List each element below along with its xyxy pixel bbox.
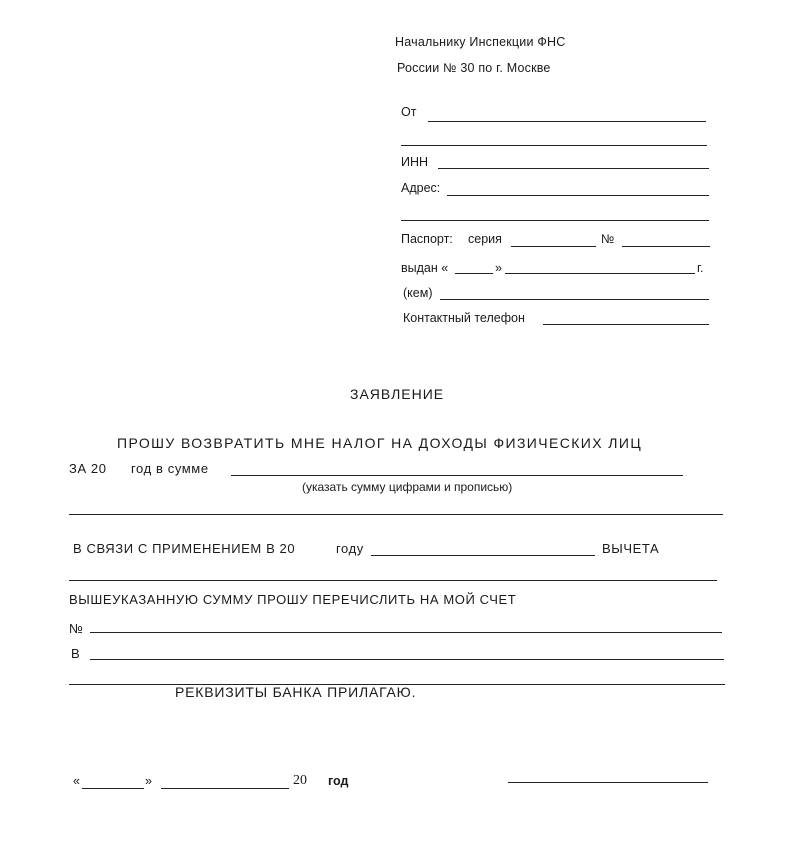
account-label: № [69, 621, 84, 636]
deduction-type-line[interactable] [371, 555, 595, 556]
issued-close-quote: » [495, 261, 502, 275]
from-field-line[interactable] [428, 121, 706, 122]
signature-line[interactable] [508, 782, 708, 783]
inn-label: ИНН [401, 155, 429, 169]
deduction-suffix: ВЫЧЕТА [602, 541, 660, 556]
phone-label: Контактный телефон [403, 311, 525, 325]
passport-series-line[interactable] [511, 246, 596, 247]
from-field-line-2[interactable] [401, 145, 707, 146]
address-label: Адрес: [401, 181, 441, 195]
date-year-label: год [328, 774, 349, 788]
addressee-line-2: России № 30 по г. Москве [397, 61, 551, 75]
document-title: ЗАЯВЛЕНИЕ [350, 386, 445, 402]
issued-by-label: (кем) [403, 286, 433, 300]
inn-field-line[interactable] [438, 168, 709, 169]
issued-year-suffix: г. [697, 261, 704, 275]
address-field-line-2[interactable] [401, 220, 709, 221]
for-year-prefix: ЗА 20 [69, 461, 107, 476]
date-day-line[interactable] [82, 788, 144, 789]
date-year-prefix: 20 [293, 773, 307, 788]
deduction-year-label: году [336, 541, 364, 556]
date-close-quote: » [145, 774, 152, 788]
passport-number-line[interactable] [622, 246, 710, 247]
amount-field-line-2[interactable] [69, 514, 723, 515]
issued-by-line[interactable] [440, 299, 709, 300]
request-line: ПРОШУ ВОЗВРАТИТЬ МНЕ НАЛОГ НА ДОХОДЫ ФИЗИЧЕСКИХ ЛИЦ [117, 435, 643, 451]
address-field-line[interactable] [447, 195, 709, 196]
phone-field-line[interactable] [543, 324, 709, 325]
deduction-field-line-2[interactable] [69, 580, 717, 581]
issued-label: выдан « [401, 261, 449, 275]
passport-number-label: № [601, 232, 615, 246]
bank-field-line[interactable] [90, 659, 724, 660]
for-year-suffix: год в сумме [131, 461, 209, 476]
issued-month-line[interactable] [505, 273, 695, 274]
addressee-line-1: Начальнику Инспекции ФНС [395, 35, 566, 49]
account-field-line[interactable] [90, 632, 722, 633]
from-label: От [401, 105, 417, 119]
transfer-line: ВЫШЕУКАЗАННУЮ СУММУ ПРОШУ ПЕРЕЧИСЛИТЬ НА МОЙ СЧЕТ [69, 592, 517, 607]
series-label: серия [468, 232, 502, 246]
date-month-line[interactable] [161, 788, 289, 789]
amount-field-line[interactable] [231, 475, 683, 476]
bank-label: В [71, 646, 81, 661]
deduction-prefix: В СВЯЗИ С ПРИМЕНЕНИЕМ В 20 [73, 541, 296, 556]
amount-hint: (указать сумму цифрами и прописью) [302, 480, 513, 494]
date-open-quote: « [73, 774, 80, 788]
passport-label: Паспорт: [401, 232, 453, 246]
bank-details-note: РЕКВИЗИТЫ БАНКА ПРИЛАГАЮ. [175, 684, 417, 700]
issued-day-line[interactable] [455, 273, 493, 274]
